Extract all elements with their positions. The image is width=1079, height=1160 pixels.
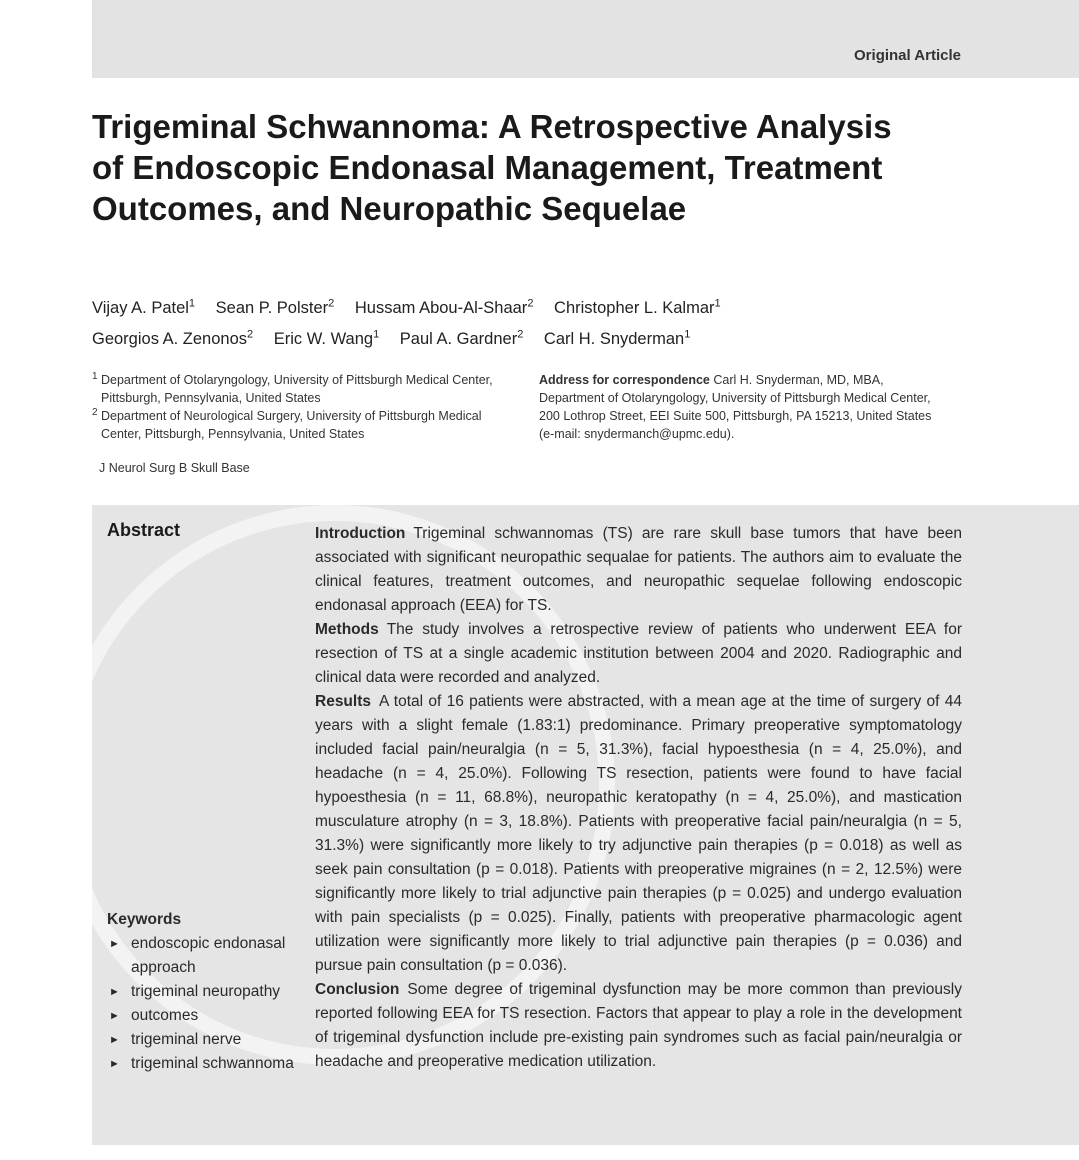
author: Christopher L. Kalmar$^1$ [554,297,721,317]
arrow-icon: ► [109,938,120,950]
arrow-icon: ► [109,1010,120,1022]
arrow-icon: ► [109,1034,120,1046]
keyword-item: ► outcomes [107,1004,297,1028]
author: Eric W. Wang$^1$ [273,328,380,348]
abstract-body [315,522,962,1074]
keyword-list [107,932,297,1076]
abstract-section-conclusion: Conclusion Some degree of trigeminal dysfunction may be more common than previously reported following EEA for TS resection. Factors that appear to play a role in the development of trigeminal dysfunction include pre-existing pain syndromes such as facial pain/neuralgia or headache and preoperative medication utilization. [315,981,962,1070]
author-line [92,290,992,322]
article-title: Trigeminal Schwannoma: A Retrospective Analysis of Endoscopic Endonasal Management, Treatment Outcomes, and Neuropathic Sequelae [92,108,892,227]
author: Sean P. Polster$^2$ [215,297,335,317]
keyword-item: ► trigeminal neuropathy [107,980,297,1004]
correspondence [539,371,949,443]
author: Hussam Abou-Al-Shaar$^2$ [354,297,534,317]
arrow-icon: ► [109,986,120,998]
affiliation: 2 Department of Neurological Surgery, University of Pittsburgh Medical Center, Pittsburgh, Pennsylvania, United States [92,407,482,441]
abstract-section-methods: Methods The study involves a retrospective review of patients who underwent EEA for resection of TS at a single academic institution between 2004 and 2020. Radiographic and clinical data were recorded and analyzed. [315,621,962,686]
header-band [92,0,1079,78]
author-line [92,322,992,354]
keywords-heading: Keywords [107,911,182,928]
correspondence-label: Address for correspondence [539,373,710,387]
keyword-item: ► endoscopic endonasal approach [107,932,297,980]
affiliation: 1 Department of Otolaryngology, University of Pittsburgh Medical Center, Pittsburgh, Pennsylvania, United States [92,371,493,405]
author: Carl H. Snyderman$^1$ [543,328,691,348]
author: Vijay A. Patel$^1$ [92,297,196,317]
correspondence-text: Carl H. Snyderman, MD, MBA, Department of Otolaryngology, University of Pittsburgh Medical Center, 200 Lothrop Street, EEI Suite 500, Pittsburgh, PA 15213, United States (e-mail: snydermanch@upmc.edu). [539,373,932,441]
keyword-item: ► trigeminal schwannoma [107,1052,297,1076]
author: Georgios A. Zenonos$^2$ [92,328,254,348]
author-list [92,290,992,353]
abstract-section-introduction: Introduction Trigeminal schwannomas (TS) are rare skull base tumors that have been associated with significant neuropathic sequalae for patients. The authors aim to evaluate the clinical features, treatment outcomes, and neuropathic sequelae following endoscopic endonasal approach (EEA) for TS. [315,525,962,614]
arrow-icon: ► [109,1058,120,1070]
journal-name: J Neurol Surg B Skull Base [99,461,250,475]
keyword-item: ► trigeminal nerve [107,1028,297,1052]
abstract-heading: Abstract [107,520,181,540]
author: Paul A. Gardner$^2$ [399,328,524,348]
abstract-section-results: Results A total of 16 patients were abstracted, with a mean age at the time of surgery of 44 years with a slight female (1.83:1) predominance. Primary preoperative symptomatology included facial pain/neuralgia (n = 5, 31.3%), facial hypoesthesia (n = 4, 25.0%), and headache (n = 4, 25.0%). Following TS resection, patients were found to have facial hypoesthesia (n = 11, 68.8%), neuropathic keratopathy (n = 4, 25.0%), and mastication musculature atrophy (n = 3, 18.8%). Patients with preoperative facial pain/neuralgia (n = 5, 31.3%) were significantly more likely to try adjunctive pain therapies (p = 0.018) as well as seek pain consultation (p = 0.018). Patients with preoperative migraines (n = 2, 12.5%) were significantly more likely to trial adjunctive pain therapies (p = 0.025) and undergo evaluation with pain specialists (p = 0.025). Finally, patients with preoperative pharmacologic agent utilization were significantly more likely to trial adjunctive pain therapies (p = 0.036) and pursue pain consultation (p = 0.036). [315,693,962,974]
article-type-label: Original Article [854,47,961,64]
affiliations [92,371,512,443]
keywords [107,908,297,1076]
